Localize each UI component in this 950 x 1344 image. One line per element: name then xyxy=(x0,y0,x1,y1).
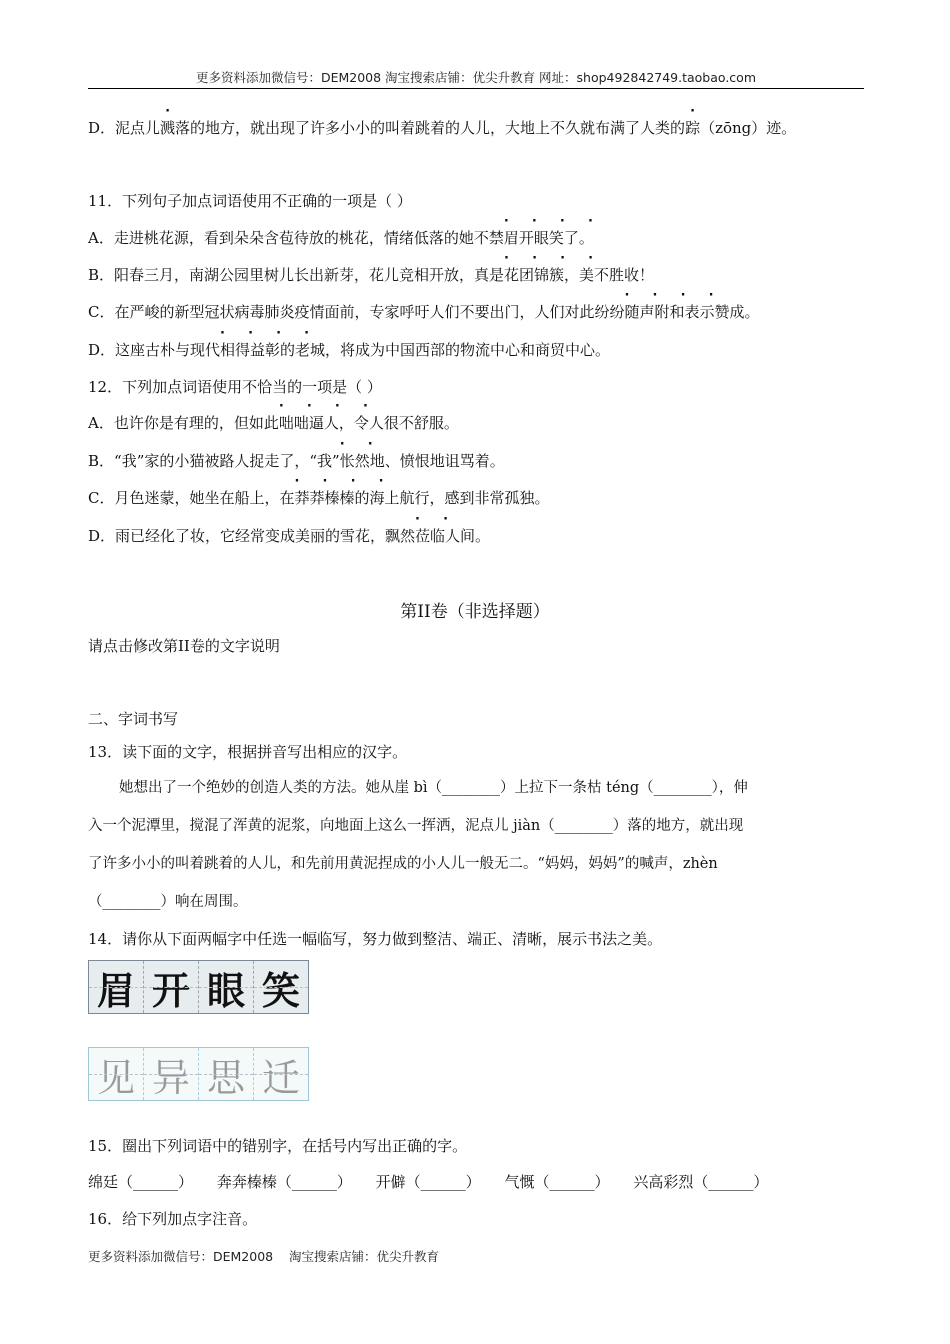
q10d-text-b: 落的地方，就出现了许多小小的叫着跳着的人儿，大地上不久就布满了人类的 xyxy=(175,119,686,137)
q10d-dotted-2: 踪 xyxy=(685,119,701,137)
q14-stem: 14．请你从下面两幅字中任选一幅临写，努力做到整洁、端正、清晰，展示书法之美。 xyxy=(88,930,663,948)
q12d-dotted: · · 莅临 xyxy=(415,526,445,546)
q12-option-d xyxy=(88,526,490,546)
q11d-text-a: D．这座古朴与现代 xyxy=(88,341,221,359)
q11b-text-b: ，美不胜收！ xyxy=(564,266,655,284)
q10-option-d xyxy=(88,118,796,138)
page-header: 更多资料添加微信号：DEM2008 淘宝搜索店铺：优尖升教育 网址：shop492842749.taobao.com xyxy=(195,70,757,85)
page-footer: 更多资料添加微信号：DEM2008 淘宝搜索店铺：优尖升教育 xyxy=(88,1249,440,1264)
q11c-text-a: C．在严峻的新型冠状病毒肺炎疫情面前，专家呼吁人们不要出门，人们对此纷纷 xyxy=(88,303,625,321)
q11-option-c xyxy=(88,302,760,322)
q13-stem: 13．读下面的文字，根据拼音写出相应的汉字。 xyxy=(88,743,408,761)
q11-option-b xyxy=(88,265,654,285)
q11a-text-a: A．走进桃花源，看到朵朵含苞待放的桃花，情绪低落的她不禁 xyxy=(88,229,504,247)
calligraphy-char: 开 xyxy=(144,961,199,1013)
section-ii-note: 请点击修改第II卷的文字说明 xyxy=(88,637,280,655)
q12b-text-a: B．“我”家的小猫被路人捉走了，“我” xyxy=(88,452,340,470)
q10d-dotted-1: 溅 xyxy=(160,119,176,137)
q11a-dotted: 眉开眼笑 xyxy=(503,229,564,247)
calligraphy-char: 见 xyxy=(89,1048,144,1100)
q11d-dotted: 相得益彰 xyxy=(220,341,281,359)
q11d-text-b: 的老城，将成为中国西部的物流中心和商贸中心。 xyxy=(280,341,611,359)
header-rule xyxy=(88,88,864,89)
q10d-text-a: D．泥点儿 xyxy=(88,119,161,137)
q12b-text-b: 地、愤恨地诅骂着。 xyxy=(369,452,505,470)
calligraphy-char: 眉 xyxy=(89,961,144,1013)
q12c-text-b: 的海上航行，感到非常孤独。 xyxy=(354,489,550,507)
calligraphy-char: 思 xyxy=(199,1048,254,1100)
calligraphy-char: 异 xyxy=(144,1048,199,1100)
q16-stem: 16．给下列加点字注音。 xyxy=(88,1210,258,1228)
q11b-dotted: 花团锦簇 xyxy=(504,266,565,284)
calligraphy-char: 迁 xyxy=(254,1048,308,1100)
q15-items: 绵廷（______） 奔奔榛榛（______） 开僻（______） 气慨（______） 兴高彩烈（______） xyxy=(88,1173,769,1191)
q13-passage-line-4: （________）响在周围。 xyxy=(88,894,248,910)
q11-stem: 11．下列句子加点词语使用不正确的一项是（ ） xyxy=(88,192,412,210)
q12-option-b xyxy=(88,451,505,471)
calligraphy-set-2 xyxy=(88,1047,309,1101)
q11-option-a xyxy=(88,228,594,248)
q11c-dotted: 随声附和 xyxy=(624,303,685,321)
calligraphy-set-1 xyxy=(88,960,309,1014)
q12a-text-b: ，令人很不舒服。 xyxy=(338,414,459,432)
q11c-text-b: 表示赞成。 xyxy=(684,303,760,321)
q13-passage-line-2: 入一个泥潭里，搅混了浑黄的泥浆，向地面上这么一挥洒，泥点儿 jiàn（________）落的地方，就出现 xyxy=(88,818,744,834)
q12c-text-a: C．月色迷蒙，她坐在船上，在 xyxy=(88,489,295,507)
q15-stem: 15．圈出下列词语中的错别字，在括号内写出正确的字。 xyxy=(88,1137,468,1155)
q13-passage-line-3: 了许多小小的叫着跳着的人儿，和先前用黄泥捏成的小人儿一般无二。“妈妈，妈妈”的喊声，zhèn xyxy=(88,856,718,872)
q12-option-a xyxy=(88,413,459,433)
q11a-text-b: 了。 xyxy=(563,229,594,247)
calligraphy-char: 笑 xyxy=(254,961,308,1013)
q12-option-c xyxy=(88,488,550,508)
q12a-dotted: 咄咄逼人 xyxy=(278,414,339,432)
q12b-dotted: · · 怅然 xyxy=(340,451,370,471)
q12c-dotted: 莽莽榛榛 xyxy=(294,489,355,507)
q10d-text-c: （zōng）迹。 xyxy=(700,119,797,137)
q12-stem: 12．下列加点词语使用不恰当的一项是（ ） xyxy=(88,378,382,396)
q11-option-d xyxy=(88,340,610,360)
q13-passage-line-1: 她想出了一个绝妙的创造人类的方法。她从崖 bì（________）上拉下一条枯 téng（________），伸 xyxy=(119,780,748,796)
section-ii-title: 第II卷（非选择题） xyxy=(400,602,550,622)
calligraphy-char: 眼 xyxy=(199,961,254,1013)
q12d-text-b: 人间。 xyxy=(445,527,491,545)
q11b-text-a: B．阳春三月，南湖公园里树儿长出新芽，花儿竞相开放，真是 xyxy=(88,266,505,284)
part2-title: 二、字词书写 xyxy=(88,710,179,728)
q12d-text-a: D．雨已经化了妆，它经常变成美丽的雪花，飘然 xyxy=(88,527,416,545)
q12a-text-a: A．也许你是有理的，但如此 xyxy=(88,414,279,432)
